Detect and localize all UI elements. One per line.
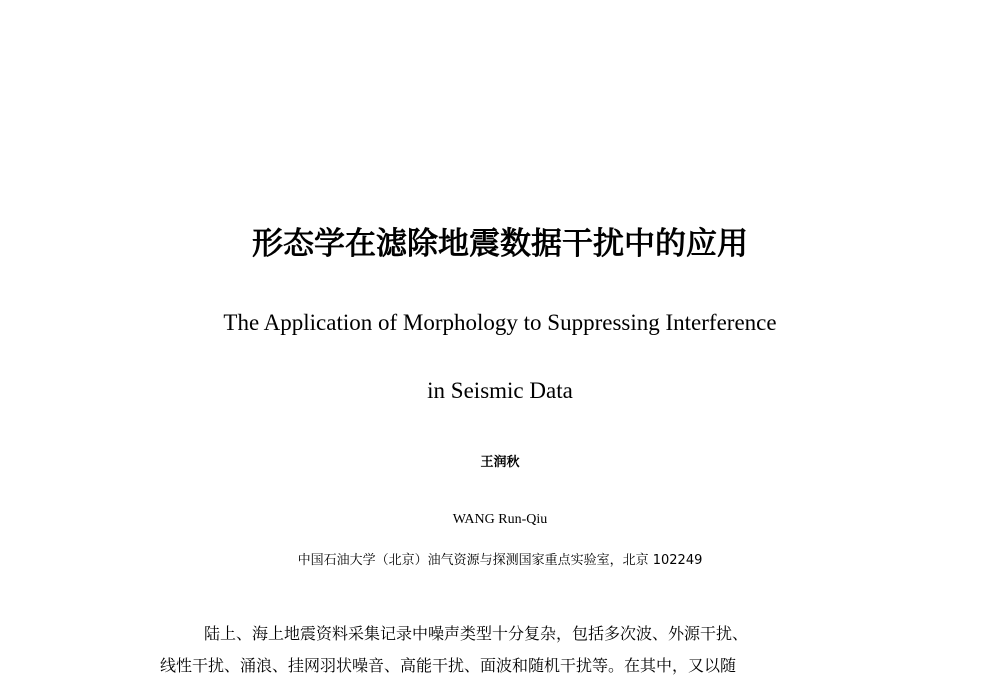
paper-title-english-line-1: The Application of Morphology to Suppressing Interference xyxy=(223,310,777,335)
paper-title-chinese: 形态学在滤除地震数据干扰中的应用 xyxy=(252,226,748,262)
paper-title-english-line-2: in Seismic Data xyxy=(427,378,573,403)
body-paragraph-line-1: 陆上、海上地震资料采集记录中噪声类型十分复杂，包括多次波、外源干扰、 xyxy=(204,624,749,643)
author-name-english: WANG Run-Qiu xyxy=(452,512,548,527)
body-paragraph-line-2: 线性干扰、涌浪、挂网羽状噪音、高能干扰、面波和随机干扰等。在其中，又以随 xyxy=(160,656,737,675)
author-affiliation: 中国石油大学（北京）油气资源与探测国家重点实验室，北京 102249 xyxy=(297,553,703,568)
author-name-chinese: 王润秋 xyxy=(480,455,520,470)
